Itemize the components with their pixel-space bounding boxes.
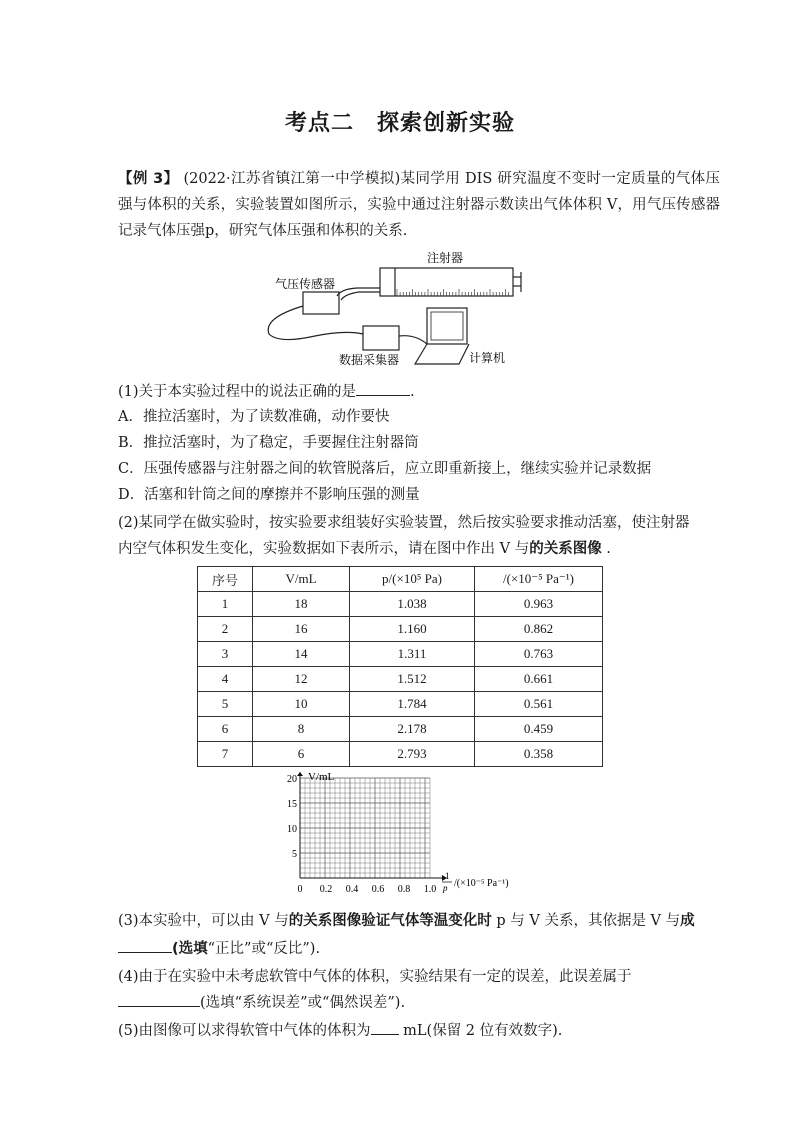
x-tick-label: 0.6 (371, 884, 385, 895)
pressure-sensor (303, 292, 339, 314)
q1-option-a: A．推拉活塞时，为了读数准确，动作要快 (118, 409, 390, 425)
y-tick-label: 15 (287, 799, 297, 810)
q5-answer-blank[interactable] (371, 1020, 399, 1035)
sensor-label: 气压传感器 (275, 277, 336, 291)
q1-stem: (1)关于本实验过程中的说法正确的是 . (118, 381, 720, 403)
th-reciprocal: /(×10⁻⁵ Pa⁻¹) (475, 567, 603, 592)
q4-answer-blank[interactable] (118, 992, 200, 1007)
x-tick-label: 0.2 (319, 884, 333, 895)
th-pressure: p/(×10⁵ Pa) (350, 567, 475, 592)
collector-label: 数据采集器 (339, 353, 400, 367)
syringe-label: 注射器 (427, 251, 464, 265)
q1-option-b: B．推拉活塞时，为了稳定，手要握住注射器筒 (118, 435, 419, 451)
x-tick-label: 0 (297, 884, 303, 895)
q3-answer-blank[interactable] (118, 938, 172, 953)
table-row: 6 8 2.178 0.459 (198, 717, 603, 742)
data-table (197, 566, 603, 767)
x-tick-label: 0.4 (345, 884, 359, 895)
x-axis-label-unit: /(×10⁻⁵ Pa⁻¹) (454, 878, 509, 889)
x-axis-label-denominator: p (443, 883, 448, 893)
example-source: (2022·江苏省镇江第一中学模拟) (183, 171, 401, 187)
th-volume: V/mL (253, 567, 350, 592)
y-tick-label: 5 (292, 849, 297, 860)
example-text: 某同学用 DIS 研究温度不变时一定质量的气体压强与体积的关系，实验装置如图所示，实验中通过注射器示数读出气体体积 V，用气压传感器记录气体压强p，研究气体压强和体积的关系. (118, 171, 720, 239)
apparatus-diagram (255, 250, 555, 374)
answer-grid-chart[interactable] (276, 772, 536, 896)
x-axis-label-numerator: 1 (445, 871, 450, 881)
syringe-scale (397, 289, 509, 296)
y-tick-labels (287, 774, 297, 860)
table-row: 3 14 1.311 0.763 (198, 642, 603, 667)
table-header-row (198, 567, 603, 592)
axes (297, 772, 447, 881)
example-tag: 【例 3】 (118, 171, 179, 187)
table-row: 4 12 1.512 0.661 (198, 667, 603, 692)
table-row: 1 18 1.038 0.963 (198, 592, 603, 617)
x-tick-labels (298, 884, 437, 895)
computer (415, 308, 469, 364)
q1-option-d: D．活塞和针筒之间的摩擦并不影响压强的测量 (118, 487, 420, 503)
y-tick-label: 20 (287, 774, 297, 785)
q4-line2: (选填“系统误差”或“偶然误差”). (118, 992, 720, 1014)
y-axis-label: V/mL (308, 772, 335, 783)
syringe-barrel (380, 268, 513, 296)
q3-line1: (3)本实验中，可以由 V 与的关系图像验证气体等温变化时 p 与 V 关系，其依据是 V 与成 (118, 913, 695, 929)
q1-option-c: C．压强传感器与注射器之间的软管脱落后，应立即重新接上，继续实验并记录数据 (118, 461, 652, 477)
q3-line2: (选填“正比”或“反比”). (118, 938, 720, 960)
example-intro (118, 166, 720, 244)
table-row: 2 16 1.160 0.862 (198, 617, 603, 642)
y-axis-arrow (297, 772, 303, 776)
q2-line2: 内空气体积发生变化，实验数据如下表所示，请在图中作出 V 与的关系图像 . (118, 541, 611, 557)
section-title: 考点二 探索创新实验 (284, 111, 515, 136)
data-collector (363, 326, 399, 350)
table-row: 7 6 2.793 0.358 (198, 742, 603, 767)
table-row: 5 10 1.784 0.561 (198, 692, 603, 717)
grid-lines (300, 778, 430, 878)
q2-line1: (2)某同学在做实验时，按实验要求组装好实验装置，然后按实验要求推动活塞，使注射器 (118, 515, 690, 531)
th-index: 序号 (198, 567, 253, 592)
q5-line: (5)由图像可以求得软管中气体的体积为 mL(保留 2 位有效数字). (118, 1020, 720, 1042)
q4-line1: (4)由于在实验中未考虑软管中气体的体积，实验结果有一定的误差，此误差属于 (118, 969, 632, 985)
x-tick-label: 0.8 (397, 884, 411, 895)
x-tick-label: 1.0 (423, 884, 437, 895)
q1-answer-blank[interactable] (356, 381, 410, 396)
computer-label: 计算机 (469, 351, 506, 365)
y-tick-label: 10 (287, 824, 297, 835)
